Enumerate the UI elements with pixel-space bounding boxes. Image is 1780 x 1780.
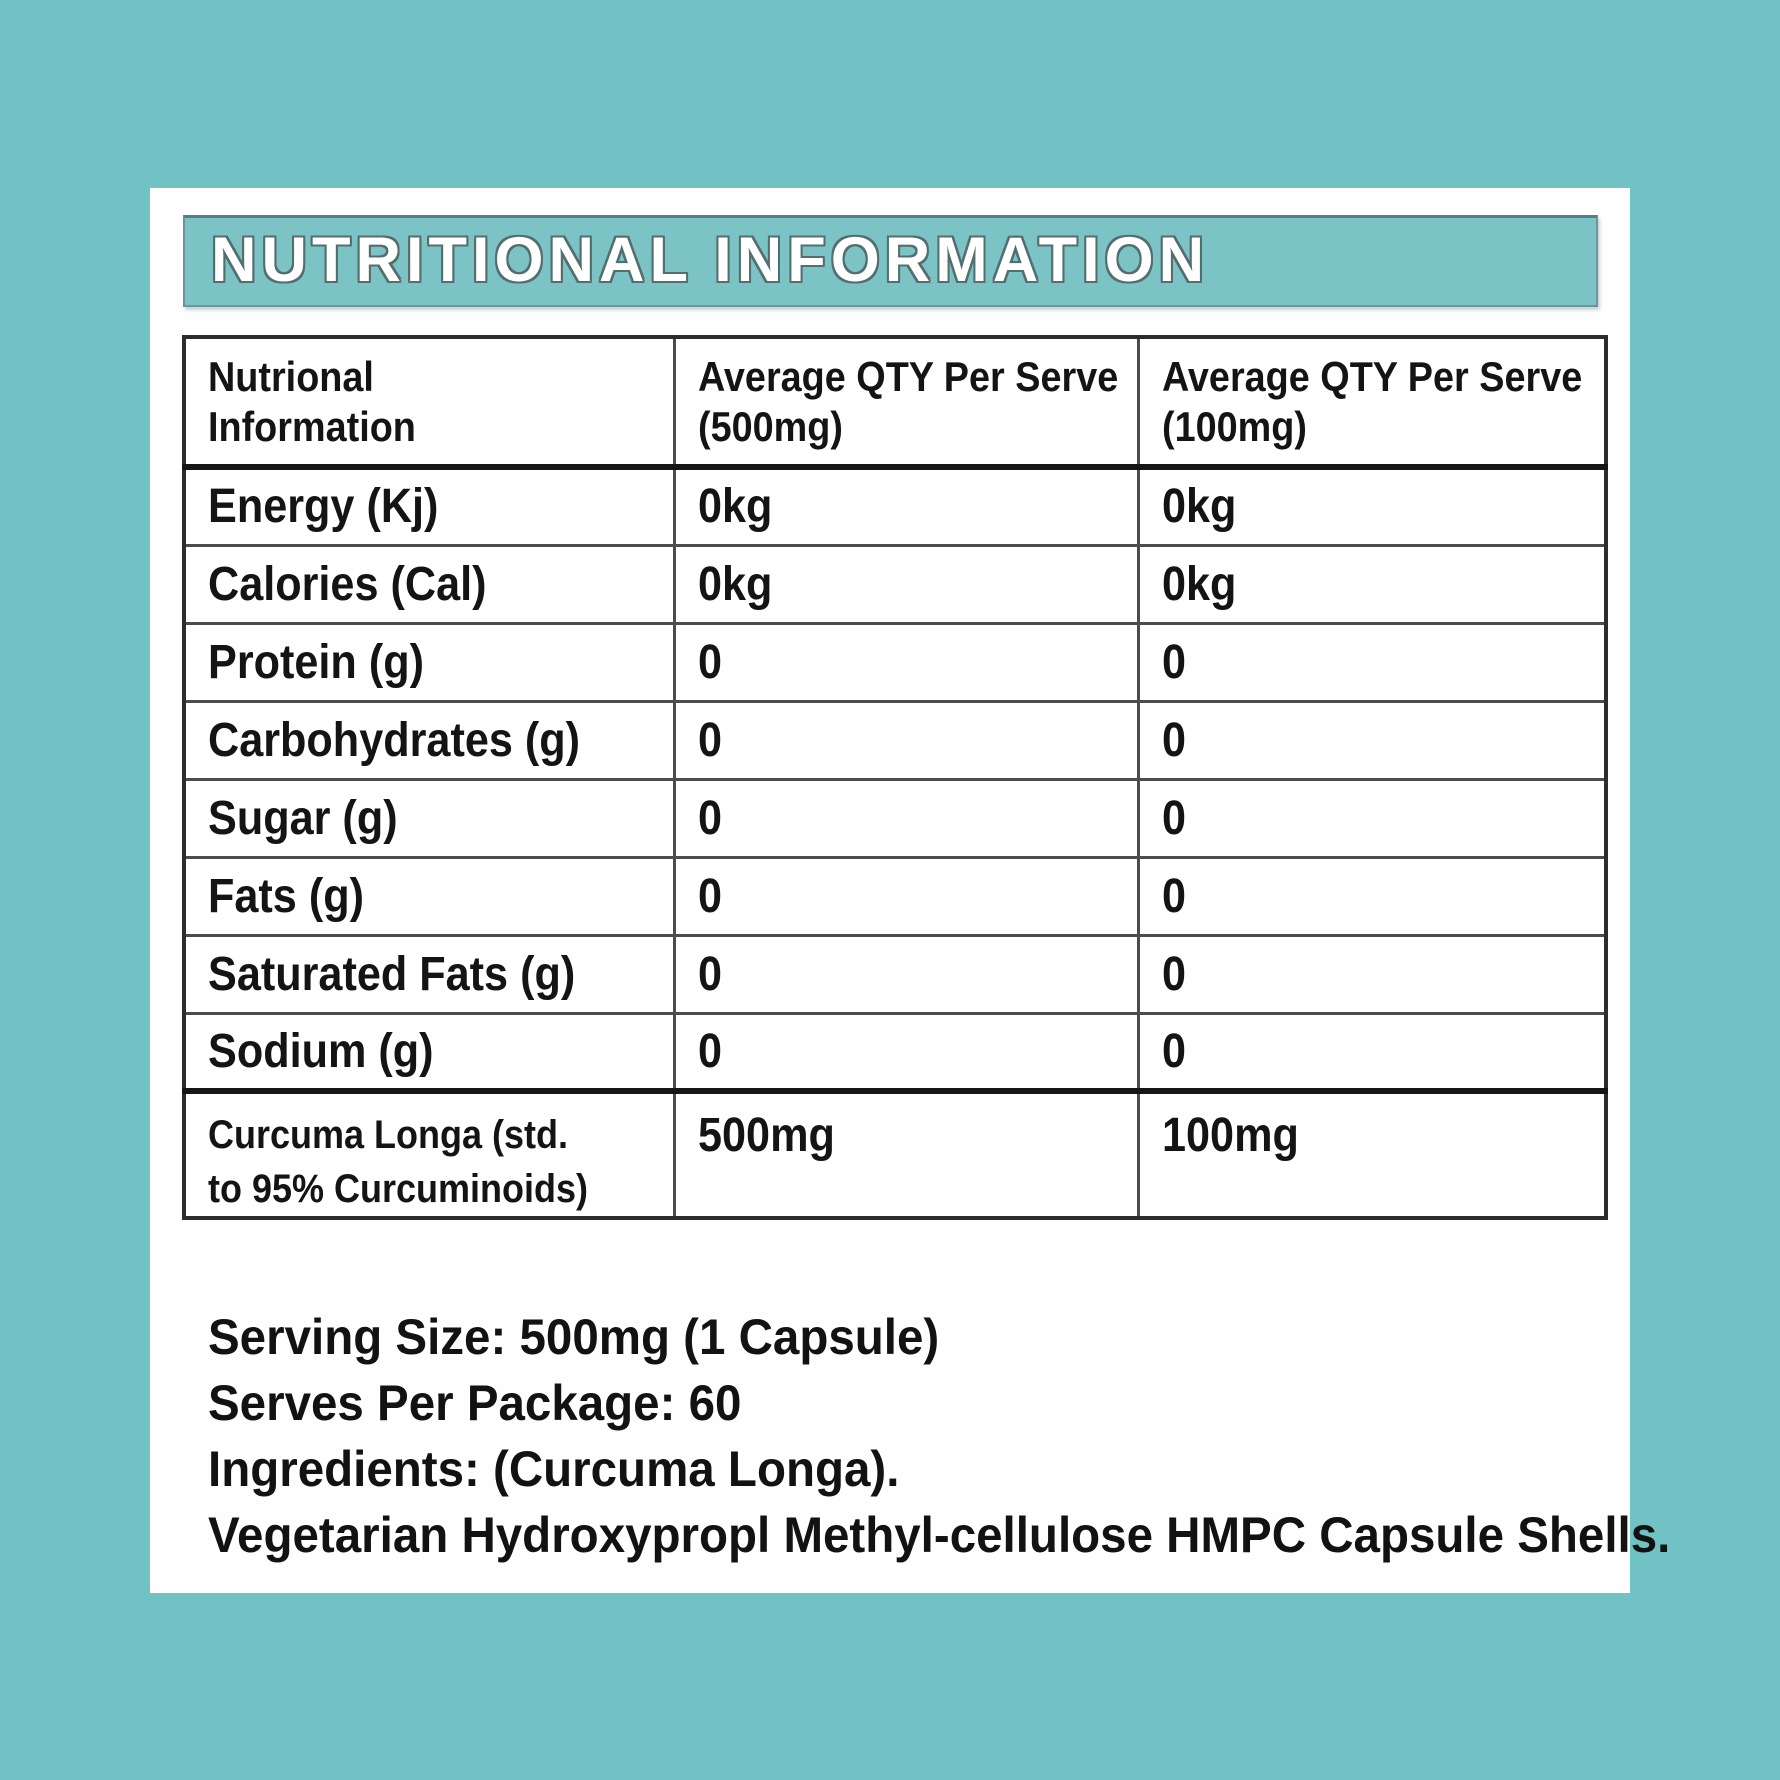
column-header-line: Average QTY Per Serve <box>1161 352 1582 400</box>
table-row-protein <box>184 623 1606 701</box>
row-value-text: 100mg <box>1161 1109 1299 1162</box>
row-value-500mg <box>674 623 1138 701</box>
column-header-line: Average QTY Per Serve <box>697 352 1118 400</box>
row-label-text: Protein (g) <box>208 635 424 689</box>
column-header-qty-500mg <box>674 337 1138 467</box>
row-label <box>184 779 674 857</box>
row-label <box>184 545 674 623</box>
column-header-line: (500mg) <box>697 402 843 450</box>
table-row-carbohydrates <box>184 701 1606 779</box>
row-value-text: 0 <box>697 947 722 1001</box>
row-value-text: 0kg <box>697 480 772 534</box>
row-value-100mg <box>1138 467 1606 545</box>
row-label <box>184 935 674 1013</box>
row-value-text: 0 <box>697 713 722 767</box>
row-value-500mg <box>674 701 1138 779</box>
title-bar <box>183 215 1598 307</box>
row-value-text: 0 <box>1161 635 1186 689</box>
row-label <box>184 1013 674 1091</box>
row-value-text: 0 <box>1161 869 1186 923</box>
capsule-shell-line: Vegetarian Hydroxypropl Methyl-cellulose HMPC Capsule Shells. <box>208 1507 1671 1563</box>
row-value-text: 0 <box>697 791 722 845</box>
row-value-100mg <box>1138 545 1606 623</box>
table-row-fats <box>184 857 1606 935</box>
row-value-500mg <box>674 857 1138 935</box>
row-label-text: Curcuma Longa (std. <box>208 1113 569 1157</box>
label-card <box>150 188 1671 1593</box>
row-value-text: 500mg <box>697 1109 835 1162</box>
row-value-100mg <box>1138 1091 1606 1218</box>
column-header-line: Information <box>208 402 416 450</box>
table-header-row <box>184 337 1606 467</box>
row-value-100mg <box>1138 779 1606 857</box>
row-value-text: 0 <box>1161 791 1186 845</box>
row-value-text: 0 <box>697 635 722 689</box>
row-label-text: Carbohydrates (g) <box>208 713 581 767</box>
footer-notes <box>208 1304 1671 1568</box>
row-value-text: 0kg <box>1161 557 1236 611</box>
serving-size-line: Serving Size: 500mg (1 Capsule) <box>208 1309 940 1365</box>
table-row-curcuma-longa <box>184 1091 1606 1218</box>
row-value-100mg <box>1138 623 1606 701</box>
column-header-line: (100mg) <box>1161 402 1307 450</box>
row-label-text: Energy (Kj) <box>208 480 439 534</box>
row-label-text: to 95% Curcuminoids) <box>208 1167 589 1211</box>
row-value-500mg <box>674 1091 1138 1218</box>
row-label-text: Sodium (g) <box>208 1024 434 1078</box>
row-value-500mg <box>674 545 1138 623</box>
row-value-text: 0 <box>697 1024 722 1078</box>
table-row-saturated-fats <box>184 935 1606 1013</box>
row-value-text: 0kg <box>697 557 772 611</box>
serves-per-package-line: Serves Per Package: 60 <box>208 1375 742 1431</box>
row-value-text: 0 <box>697 869 722 923</box>
row-value-500mg <box>674 467 1138 545</box>
row-value-text: 0 <box>1161 947 1186 1001</box>
table-row-energy <box>184 467 1606 545</box>
table-row-calories <box>184 545 1606 623</box>
row-value-100mg <box>1138 1013 1606 1091</box>
row-value-500mg <box>674 935 1138 1013</box>
row-value-100mg <box>1138 935 1606 1013</box>
column-header-line: Nutrional <box>208 352 374 400</box>
table-row-sodium <box>184 1013 1606 1091</box>
row-value-100mg <box>1138 857 1606 935</box>
row-label <box>184 857 674 935</box>
row-label-text: Saturated Fats (g) <box>208 947 576 1001</box>
column-header-nutritional-information <box>184 337 674 467</box>
table-row-sugar <box>184 779 1606 857</box>
row-label <box>184 1091 674 1218</box>
row-label <box>184 701 674 779</box>
row-value-500mg <box>674 779 1138 857</box>
nutrition-table <box>182 335 1608 1220</box>
row-value-500mg <box>674 1013 1138 1091</box>
row-label-text: Calories (Cal) <box>208 557 487 611</box>
page-title: NUTRITIONAL INFORMATION <box>211 225 1210 295</box>
row-value-text: 0 <box>1161 1024 1186 1078</box>
row-value-text: 0 <box>1161 713 1186 767</box>
row-value-text: 0kg <box>1161 480 1236 534</box>
column-header-qty-100mg <box>1138 337 1606 467</box>
row-value-100mg <box>1138 701 1606 779</box>
row-label-text: Fats (g) <box>208 869 364 923</box>
row-label-text: Sugar (g) <box>208 791 398 845</box>
row-label <box>184 623 674 701</box>
row-label <box>184 467 674 545</box>
ingredients-line: Ingredients: (Curcuma Longa). <box>208 1441 900 1497</box>
